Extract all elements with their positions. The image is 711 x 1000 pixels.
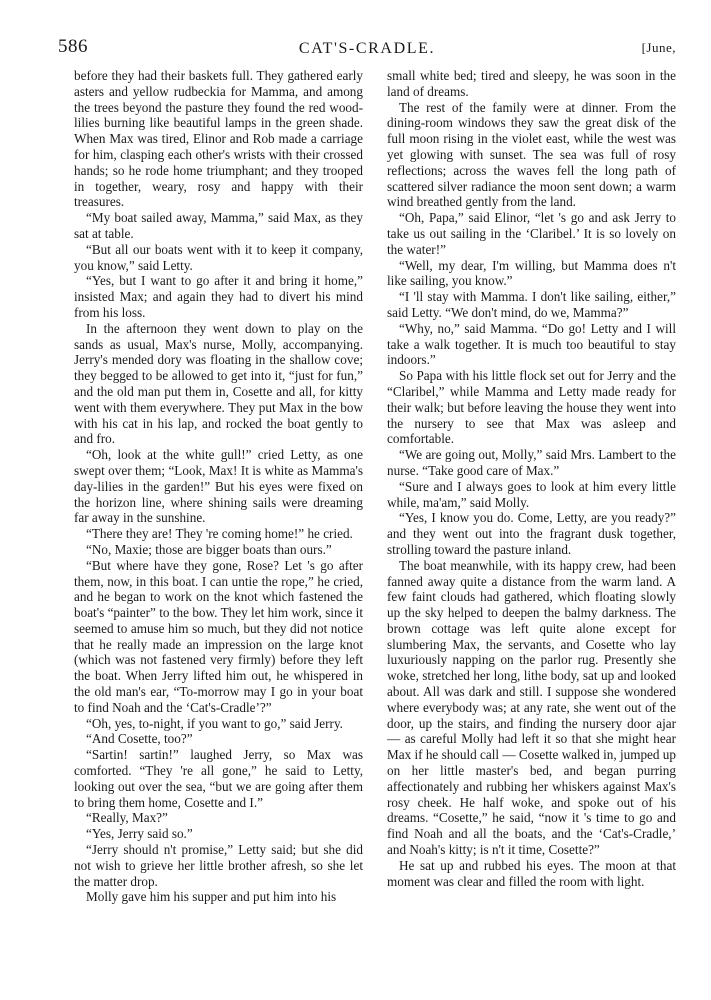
running-month: [June,: [641, 40, 676, 55]
paragraph: “Sartin! sartin!” laughed Jerry, so Max was comforted. “They 're all gone,” he said to Letty, looking out over the sea, “but we are going after them to bring them home, Cosette and I.”: [74, 747, 363, 810]
paragraph: “No, Maxie; those are bigger boats than ours.”: [86, 541, 332, 557]
page-header: [58, 36, 676, 64]
paragraph: The rest of the family were at dinner. From the dining-room windows they saw the great disk of the full moon rising in the violet east, while the west was yet glowing with sunset. The sea was full of rosy reflections; across the waves fell the long path of scattered silver radiance the moon sent down; a warm wind breathed gently from the land.: [387, 99, 676, 210]
text-columns: [74, 68, 676, 973]
page-number: 586: [58, 36, 88, 57]
paragraph: “My boat sailed away, Mamma,” said Max, as they sat at table.: [74, 210, 363, 241]
paragraph: “There they are! They 're coming home!” he cried.: [86, 526, 353, 542]
paragraph: “Yes, but I want to go after it and bring it home,” insisted Max; and again they had to divert his mind from his loss.: [74, 273, 363, 320]
paragraph: “Jerry should n't promise,” Letty said; but she did not wish to grieve her little brother afresh, so she let the matter drop.: [74, 842, 363, 889]
paragraph: “Oh, look at the white gull!” cried Letty, as one swept over them; “Look, Max! It is white as Mamma's day-lilies in the garden!” But his eyes were fixed on the horizon line, where shining sails were dreaming far away in the sunshine.: [74, 447, 363, 526]
paragraph: “Yes, I know you do. Come, Letty, are you ready?” and they went out into the fragrant dusk together, strolling toward the pasture inland.: [387, 510, 676, 557]
paragraph: The boat meanwhile, with its happy crew, had been fanned away quite a distance from the warm land. A few faint clouds had gathered, which floating slowly up the sky helped to deepen the balmy darkness. The brown cottage was left quite alone except for slumbering Max, the servants, and Cosette who lay luxuriously napping on the parlor rug. Presently she woke, stretched her long, lithe body, sat up and looked about. All was dark and still. I suppose she wondered where everybody was; at any rate, she went out of the door, up the stairs, and finding the nursery door ajar — as careful Molly had left it so that she might hear Max if he should call — Cosette walked in, jumped up on her little master's bed, and began purring affectionately and rubbing her whiskers against Max's rosy cheek. He half woke, and spoke out of his dreams. “Cosette,” he said, “now it 's time to go and find Noah and all the boats, and the ‘Cat's-Cradle,’ and Noah's kitty; is n't it time, Cosette?”: [387, 557, 676, 858]
right-column: [387, 68, 676, 973]
paragraph: small white bed; tired and sleepy, he was soon in the land of dreams.: [387, 68, 676, 99]
paragraph: “And Cosette, too?”: [86, 731, 193, 747]
paragraph: “Well, my dear, I'm willing, but Mamma does n't like sailing, you know.”: [387, 257, 676, 289]
paragraph: Molly gave him his supper and put him into his: [86, 889, 337, 905]
paragraph: In the afternoon they went down to play on the sands as usual, Max's nurse, Molly, accompanying. Jerry's mended dory was floating in the shallow cove; they begged to be allowed to get into it, “just for fun,” and the old man put them in, Cosette and all, for kitty went with them everywhere. They put Max in the bow with his cat in his lap, and rocked the boat gently to and fro.: [74, 320, 363, 447]
paragraph: “Yes, Jerry said so.”: [86, 826, 193, 842]
paragraph: “Oh, yes, to-night, if you want to go,” said Jerry.: [86, 715, 343, 731]
paragraph: “Really, Max?”: [86, 810, 168, 826]
paragraph: “Why, no,” said Mamma. “Do go! Letty and I will take a walk together. It is much too beautiful to stay indoors.”: [387, 320, 676, 368]
paragraph: “I 'll stay with Mamma. I don't like sailing, either,” said Letty. “We don't mind, do we, Mamma?”: [387, 289, 676, 320]
paragraph: “But all our boats went with it to keep it company, you know,” said Letty.: [74, 241, 363, 273]
paragraph: “We are going out, Molly,” said Mrs. Lambert to the nurse. “Take good care of Max.”: [387, 447, 676, 478]
paragraph: “But where have they gone, Rose? Let 's go after them, now, in this boat. I can untie the rope,” he cried, and he began to work on the knot which fastened the boat's “painter” to the bow. They let him work, since it seemed to amuse him so much, but they did not notice that he really made an impression on the large knot (which was not fastened very firmly) before they left the boat. When Jerry lifted him out, he whispered in the old man's ear, “To-morrow may I go in your boat to find Noah and the ‘Cat's-Cradle’?”: [74, 557, 363, 715]
paragraph: “Oh, Papa,” said Elinor, “let 's go and ask Jerry to take us out sailing in the ‘Claribel.’ It is so lovely on the water!”: [387, 210, 676, 257]
paragraph: He sat up and rubbed his eyes. The moon at that moment was clear and filled the room with light.: [387, 857, 676, 889]
paragraph: before they had their baskets full. They gathered early asters and yellow rudbeckia for Mamma, and among the trees beyond the pasture they found the red wood-lilies burning like beautiful lamps in the green shade. When Max was tired, Elinor and Rob made a carriage for him, clasping each other's wrists with their crossed hands; so he rode home triumphant; and they trooped in together, weary, rosy and happy with their treasures.: [74, 68, 363, 210]
paragraph: So Papa with his little flock set out for Jerry and the “Claribel,” while Mamma and Letty made ready for their walk; but before leaving the house they went into the nursery to see that Max was asleep and comfortable.: [387, 368, 676, 447]
left-column: [74, 68, 363, 973]
paragraph: “Sure and I always goes to look at him every little while, ma'am,” said Molly.: [387, 478, 676, 510]
running-title: CAT'S-CRADLE.: [298, 40, 436, 57]
